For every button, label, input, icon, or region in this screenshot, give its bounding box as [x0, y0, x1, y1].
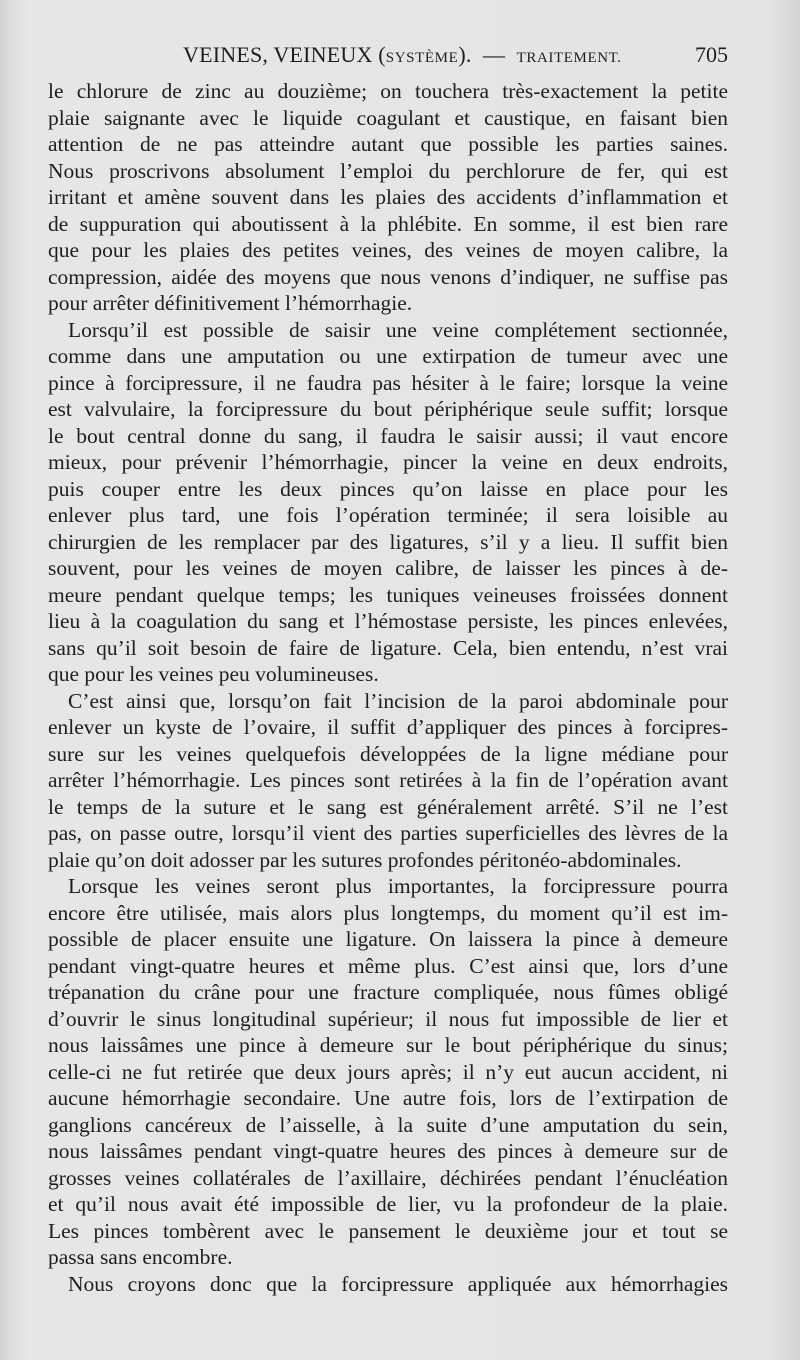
text-line: arrêter l’hémorrhagie. Les pinces sont retirées à la fin de l’opération avant: [48, 768, 728, 792]
text-line: irritant et amène souvent dans les plaies des accidents d’inflammation et: [48, 185, 728, 209]
text-line: et qu’il nous avait été impossible de lier, vu la profondeur de la plaie.: [48, 1192, 728, 1216]
text-line: trépanation du crâne pour une fracture compliquée, nous fûmes obligé: [48, 980, 728, 1004]
text-line: attention de ne pas atteindre autant que possible les parties saines.: [48, 132, 728, 156]
title-dash: —: [482, 42, 506, 67]
text-line: possible de placer ensuite une ligature. On laissera la pince à demeure: [48, 927, 728, 951]
running-head: [48, 42, 728, 76]
text-line: Nous proscrivons absolument l’emploi du perchlorure de fer, qui est: [48, 158, 728, 183]
text-line: le temps de la suture et le sang est généralement arrêté. S’il ne l’est: [48, 794, 728, 819]
text-line: Lorsque les veines seront plus importantes, la forcipressure pourra: [68, 874, 728, 898]
text-line: grosses veines collatérales de l’axillaire, déchirées pendant l’énucléation: [48, 1165, 728, 1190]
text-line: pour arrêter définitivement l’hémorrhagie.: [48, 291, 413, 315]
text-line: sans qu’il soit besoin de faire de ligature. Cela, bien entendu, n’est vrai: [48, 635, 728, 660]
text-line: Lorsqu’il est possible de saisir une veine complétement sectionnée,: [68, 317, 728, 342]
text-line: plaie saignante avec le liquide coagulant et caustique, en faisant bien: [48, 105, 728, 130]
text-line: meure pendant quelque temps; les tuniques veineuses froissées donnent: [48, 582, 728, 607]
body-text: [48, 78, 728, 1297]
text-line: compression, aidée des moyens que nous venons d’indiquer, ne suffise pas: [48, 264, 728, 289]
text-line: celle-ci ne fut retirée que deux jours après; il n’y eut aucun accident, ni: [48, 1059, 728, 1084]
text-line: sure sur les veines quelquefois développées de la ligne médiane pour: [48, 741, 728, 766]
text-line: pince à forcipressure, il ne faudra pas hésiter à le faire; lorsque la veine: [48, 370, 728, 395]
title-close: ).: [458, 42, 472, 67]
text-line: puis couper entre les deux pinces qu’on laisse en place pour les: [48, 476, 728, 501]
text-line: plaie qu’on doit adosser par les sutures profondes péritonéo-abdominales.: [48, 847, 682, 872]
text-line: le chlorure de zinc au douzième; on touchera très-exactement la petite: [48, 79, 728, 103]
title-main: VEINES, VEINEUX (: [183, 42, 386, 67]
text-line: enlever un kyste de l’ovaire, il suffit d’appliquer des pinces à forcipres-: [48, 715, 728, 739]
title-section: TRAITEMENT.: [516, 50, 622, 66]
text-line: mieux, pour prévenir l’hémorrhagie, pincer la veine en deux endroits,: [48, 450, 728, 474]
text-line: C’est ainsi que, lorsqu’on fait l’incision de la paroi abdominale pour: [68, 688, 728, 713]
running-head-title: [183, 42, 622, 68]
text-line: nous laissâmes une pince à demeure sur le bout périphérique du sinus;: [48, 1033, 728, 1057]
text-line: Nous croyons donc que la forcipressure appliquée aux hémorrhagies: [68, 1271, 728, 1296]
text-line: que pour les plaies des petites veines, des veines de moyen calibre, la: [48, 238, 728, 262]
text-line: souvent, pour les veines de moyen calibre, de laisser les pinces à de-: [48, 556, 728, 580]
text-line: de suppuration qui aboutissent à la phlébite. En somme, il est bien rare: [48, 211, 728, 236]
text-line: pas, on passe outre, lorsqu’il vient des parties superficielles des lèvres de la: [48, 821, 728, 845]
text-line: ganglions cancéreux de l’aisselle, à la suite d’une amputation du sein,: [48, 1112, 728, 1137]
text-line: enlever plus tard, une fois l’opération terminée; il sera loisible au: [48, 503, 728, 527]
text-line: pendant vingt-quatre heures et même plus. C’est ainsi que, lors d’une: [48, 953, 728, 978]
text-line: encore être utilisée, mais alors plus longtemps, du moment qu’il est im-: [48, 900, 728, 925]
text-line: le bout central donne du sang, il faudra le saisir aussi; il vaut encore: [48, 423, 728, 448]
text-line: comme dans une amputation ou une extirpation de tumeur avec une: [48, 344, 728, 368]
text-line: chirurgien de les remplacer par des ligatures, s’il y a lieu. Il suffit bien: [48, 529, 728, 554]
page-number: 705: [695, 42, 728, 67]
text-line: nous laissâmes pendant vingt-quatre heures des pinces à demeure sur de: [48, 1139, 728, 1163]
title-system: SYSTÈME: [385, 50, 459, 66]
text-line: lieu à la coagulation du sang et l’hémostase persiste, les pinces enlevées,: [48, 609, 728, 633]
text-line: Les pinces tombèrent avec le pansement le deuxième jour et tout se: [48, 1218, 728, 1243]
text-line: que pour les veines peu volumineuses.: [48, 662, 379, 686]
text-line: aucune hémorrhagie secondaire. Une autre fois, lors de l’extirpation de: [48, 1086, 728, 1110]
text-line: d’ouvrir le sinus longitudinal supérieur; il nous fut impossible de lier et: [48, 1006, 728, 1031]
text-line: est valvulaire, la forcipressure du bout périphérique seule suffit; lorsque: [48, 397, 728, 421]
text-line: passa sans encombre.: [48, 1245, 233, 1269]
